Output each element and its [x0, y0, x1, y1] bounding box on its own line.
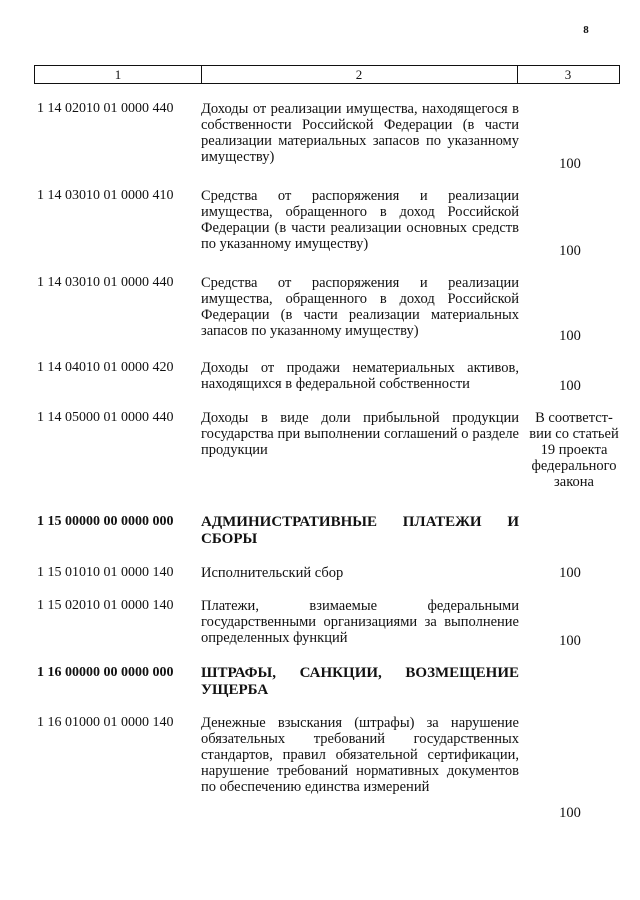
row-value: 100 — [559, 328, 581, 344]
row-description: Доходы от реализации имущества, находящегося в собственности Российской Федерации (в части реализации материальных запасов по указанному имуществу) — [201, 101, 519, 165]
row-description: Денежные взыскания (штрафы) за нарушение обязательных требований государственных стандартов, правил обязательной сертификации, нарушение требований нормативных документов по обеспечению единства измерений — [201, 715, 519, 795]
row-description: Доходы в виде доли прибыльной продукции государства при выполнении соглашений о разделе продукции — [201, 410, 519, 458]
row-code: 1 14 02010 01 0000 440 — [37, 101, 174, 116]
row-description: Средства от распоряжения и реализации имущества, обращенного в доход Российской Федерации (в части реализации основных средств по указанному имуществу) — [201, 188, 519, 252]
row-value: 100 — [559, 565, 581, 581]
header-col-1: 1 — [35, 66, 202, 83]
row-code: 1 14 03010 01 0000 410 — [37, 188, 174, 203]
section-title: ШТРАФЫ, САНКЦИИ, ВОЗМЕЩЕНИЕ УЩЕРБА — [201, 665, 519, 698]
row-code: 1 15 01010 01 0000 140 — [37, 565, 174, 580]
row-value: 100 — [559, 633, 581, 649]
header-col-2: 2 — [201, 66, 518, 83]
header-col-3: 3 — [564, 67, 572, 82]
row-description: Платежи, взимаемые федеральными государственными организациями за выполнение определенных функций — [201, 598, 519, 646]
row-code: 1 14 03010 01 0000 440 — [37, 275, 174, 290]
table-header — [34, 65, 620, 84]
section-code: 1 15 00000 00 0000 000 — [37, 514, 174, 529]
row-code: 1 15 02010 01 0000 140 — [37, 598, 174, 613]
row-description: Исполнительский сбор — [201, 565, 344, 581]
row-value: 100 — [559, 805, 581, 821]
row-value: 100 — [559, 243, 581, 259]
row-code: 1 14 05000 01 0000 440 — [37, 410, 174, 425]
row-code: 1 16 01000 01 0000 140 — [37, 715, 174, 730]
row-description: Доходы от продажи нематериальных активов, находящихся в федеральной собственности — [201, 360, 519, 392]
row-code: 1 14 04010 01 0000 420 — [37, 360, 174, 375]
page-number: 8 — [583, 24, 589, 36]
row-value: В соответст-вии со статьей 19 проекта федерального закона — [529, 410, 619, 490]
section-title: АДМИНИСТРАТИВНЫЕ ПЛАТЕЖИ И СБОРЫ — [201, 514, 519, 547]
row-value: 100 — [559, 156, 581, 172]
section-code: 1 16 00000 00 0000 000 — [37, 665, 174, 680]
row-description: Средства от распоряжения и реализации имущества, обращенного в доход Российской Федерации (в части реализации материальных запасов по указанному имуществу) — [201, 275, 519, 339]
row-value: 100 — [559, 378, 581, 394]
